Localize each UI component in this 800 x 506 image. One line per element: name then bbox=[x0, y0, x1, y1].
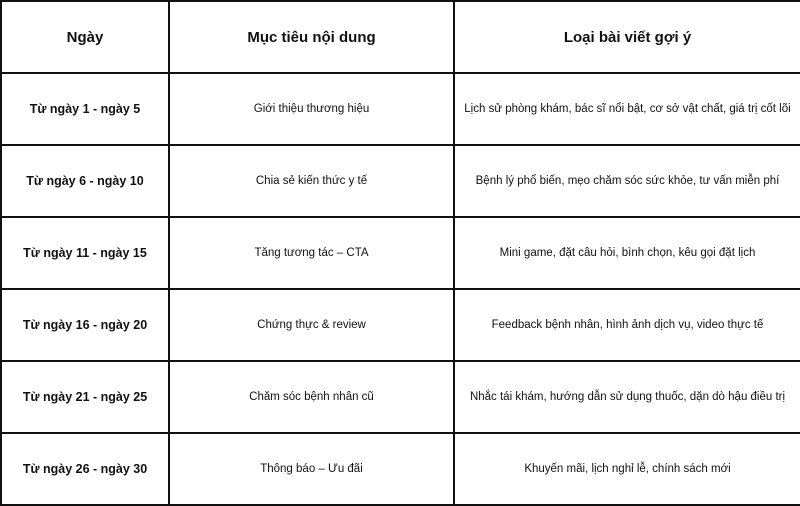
row-post-type-cell: Bệnh lý phổ biến, mẹo chăm sóc sức khỏe, tư vấn miễn phí bbox=[454, 145, 800, 217]
row-day-cell: Từ ngày 11 - ngày 15 bbox=[1, 217, 169, 289]
row-goal-cell: Tăng tương tác – CTA bbox=[169, 217, 454, 289]
row-post-type-cell: Khuyến mãi, lịch nghỉ lễ, chính sách mới bbox=[454, 433, 800, 505]
table-row bbox=[1, 73, 800, 145]
table-row bbox=[1, 289, 800, 361]
row-goal-cell: Thông báo – Ưu đãi bbox=[169, 433, 454, 505]
table-row bbox=[1, 433, 800, 505]
row-day-cell: Từ ngày 26 - ngày 30 bbox=[1, 433, 169, 505]
row-post-type-cell: Mini game, đặt câu hỏi, bình chọn, kêu gọi đặt lịch bbox=[454, 217, 800, 289]
header-day: Ngày bbox=[1, 1, 169, 73]
table-row bbox=[1, 361, 800, 433]
row-goal-cell: Chia sẻ kiến thức y tế bbox=[169, 145, 454, 217]
table-row bbox=[1, 145, 800, 217]
table-header-row bbox=[1, 1, 800, 73]
row-day-cell: Từ ngày 21 - ngày 25 bbox=[1, 361, 169, 433]
row-goal-cell: Chăm sóc bệnh nhân cũ bbox=[169, 361, 454, 433]
header-content-goal: Mục tiêu nội dung bbox=[169, 1, 454, 73]
header-suggested-post-type: Loại bài viết gợi ý bbox=[454, 1, 800, 73]
row-day-cell: Từ ngày 1 - ngày 5 bbox=[1, 73, 169, 145]
row-goal-cell: Giới thiệu thương hiệu bbox=[169, 73, 454, 145]
row-day-cell: Từ ngày 16 - ngày 20 bbox=[1, 289, 169, 361]
row-post-type-cell: Lịch sử phòng khám, bác sĩ nổi bật, cơ sở vật chất, giá trị cốt lõi bbox=[454, 73, 800, 145]
row-post-type-cell: Nhắc tái khám, hướng dẫn sử dụng thuốc, dặn dò hậu điều trị bbox=[454, 361, 800, 433]
table-row bbox=[1, 217, 800, 289]
row-goal-cell: Chứng thực & review bbox=[169, 289, 454, 361]
row-day-cell: Từ ngày 6 - ngày 10 bbox=[1, 145, 169, 217]
row-post-type-cell: Feedback bệnh nhân, hình ảnh dịch vụ, video thực tế bbox=[454, 289, 800, 361]
